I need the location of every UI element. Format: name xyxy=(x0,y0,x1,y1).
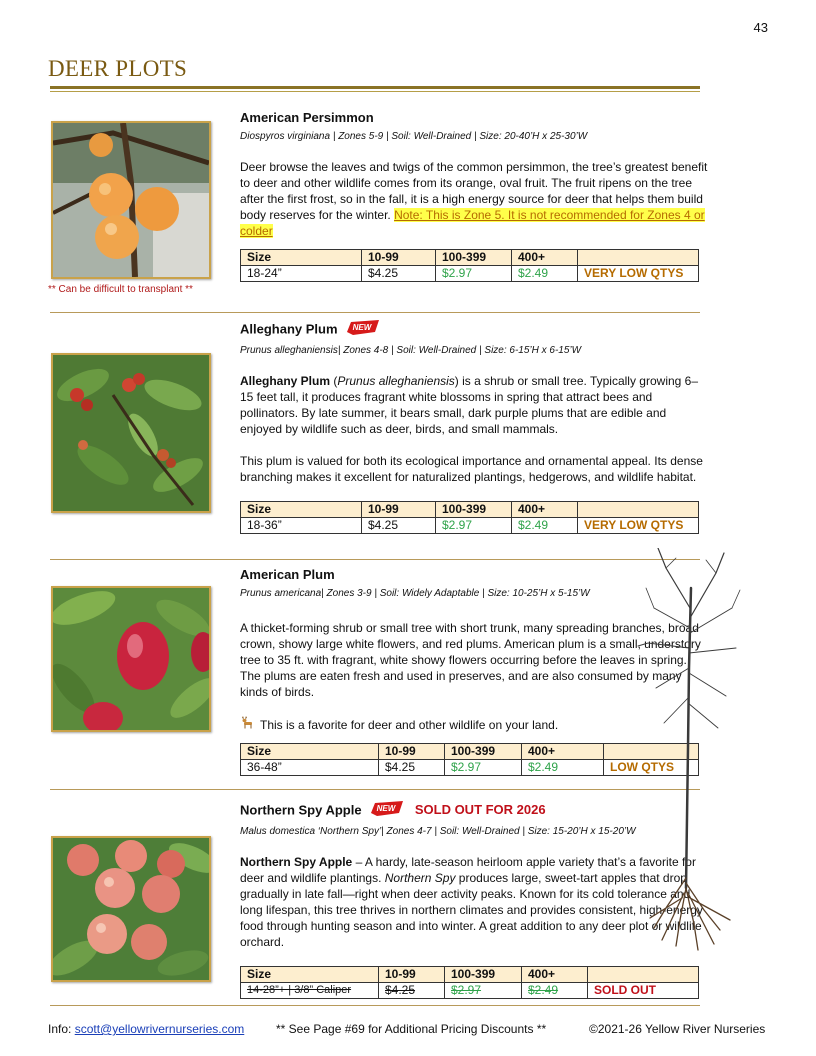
desc-bold: Northern Spy Apple xyxy=(240,855,353,869)
product-name: American Plum xyxy=(240,567,335,582)
price-cell: $2.49 xyxy=(522,760,604,776)
header-qty1: 10-99 xyxy=(362,250,436,266)
price-cell: $4.25 xyxy=(362,266,436,282)
description-text: Deer browse the leaves and twigs of the common persimmon, the tree’s greatest benefit to deer and other wildlife comes from its orange, oval fruit. The fruit ripens on the tree after the first frost, so in the fall, it is a high energy source for deer that helps them build body reserves for the winter. xyxy=(240,160,708,222)
product-alleghany-plum xyxy=(240,320,708,534)
product-name-row xyxy=(240,320,708,340)
bare-root-tree-illustration xyxy=(636,548,746,968)
price-cell: $4.25 xyxy=(362,518,436,534)
size-cell: 18-36” xyxy=(241,518,362,534)
price-cell: $2.97 xyxy=(436,518,512,534)
new-badge-text: NEW xyxy=(352,323,372,332)
transplant-note: ** Can be difficult to transplant ** xyxy=(48,284,193,295)
desc-text: – A hardy, late-season heirloom apple variety that’s a favorite for deer and wildlife plantings. xyxy=(240,855,696,885)
product-name: Northern Spy Apple xyxy=(240,802,362,818)
title-rule xyxy=(50,86,700,89)
footer-copyright: ©2021-26 Yellow River Nurseries xyxy=(589,1022,766,1036)
deer-icon xyxy=(240,716,254,733)
product-scientific: Prunus americana| Zones 3-9 | Soil: Widely Adaptable | Size: 10-25’H x 5-15’W xyxy=(240,588,590,599)
product-scientific: Malus domestica ‘Northern Spy’| Zones 4-7 | Soil: Well-Drained | Size: 15-20’H x 15-20’W xyxy=(240,826,636,837)
section-divider xyxy=(50,559,700,560)
header-status xyxy=(588,967,699,983)
desc-bold: Alleghany Plum xyxy=(240,374,331,388)
header-size: Size xyxy=(241,967,379,983)
sold-out-header: SOLD OUT FOR 2026 xyxy=(414,802,546,818)
new-badge xyxy=(369,801,405,821)
header-qty2: 100-399 xyxy=(436,250,512,266)
section-divider xyxy=(50,312,700,313)
american-plum-photo xyxy=(51,586,211,732)
price-cell: $2.97 xyxy=(445,760,522,776)
price-table xyxy=(240,743,699,776)
price-cell: $4.25 xyxy=(379,760,445,776)
price-cell: $2.97 xyxy=(445,983,522,999)
desc-text: ) is a shrub or small tree. Typically growing 6–15 feet tall, it produces fragrant white blossoms in spring that attract bees and pollinators. By late summer, it bears small, dark purple plums that are edible and enjoyed by wildlife such as deer, birds, and small mammals. xyxy=(240,374,699,436)
table-row xyxy=(241,518,699,534)
product-scientific: Prunus alleghaniensis| Zones 4-8 | Soil: Well-Drained | Size: 6-15’H x 6-15’W xyxy=(240,345,582,356)
price-cell: $2.97 xyxy=(436,266,512,282)
desc-paragraph: This plum is valued for both its ecological importance and ornamental appeal. Its dense branching makes it excellent for naturalized plantings, hedgerows, and wildlife habitat. xyxy=(240,454,703,484)
section-divider xyxy=(50,789,700,790)
zone-warning: Note: This is Zone 5. It is not recommended for Zones 4 or colder xyxy=(240,208,705,238)
northern-spy-apple-photo xyxy=(51,836,211,982)
price-table xyxy=(240,501,699,534)
status-badge: VERY LOW QTYS xyxy=(578,518,699,534)
desc-paragraph: A thicket-forming shrub or small tree with short trunk, many spreading branches, broad crown, showy large white flowers, and red plums. American plum is a small, understory tree to 35 ft. with fragrant, white showy flowers occurring before the leaves in spring. The plums are eaten fresh and used in preserves, and are also consumed by many kinds of birds. xyxy=(240,621,701,699)
price-cell: $4.25 xyxy=(379,983,445,999)
price-cell: $2.49 xyxy=(522,983,588,999)
footer-info-label: Info: xyxy=(48,1022,72,1036)
status-badge: VERY LOW QTYS xyxy=(578,266,699,282)
persimmon-photo xyxy=(51,121,211,279)
header-qty2: 100-399 xyxy=(445,967,522,983)
size-cell: 18-24” xyxy=(241,266,362,282)
footer-info xyxy=(48,1022,244,1036)
email-link[interactable]: scott@yellowrivernurseries.com xyxy=(74,1022,245,1036)
price-cell: $2.49 xyxy=(512,266,578,282)
table-row xyxy=(241,760,699,776)
footer-discount-note: ** See Page #69 for Additional Pricing Discounts ** xyxy=(276,1022,547,1036)
header-qty3: 400+ xyxy=(512,502,578,518)
desc-text: produces large, sweet-tart apples that drop gradually in late fall—right when deer activity peaks. Known for its cold tolerance and long lifespan, this tree thrives in northern climates and provides consistent, high-energy food through hunting season and into winter. A great addition to any deer plot or wildlife orchard. xyxy=(240,871,703,949)
header-qty1: 10-99 xyxy=(379,744,445,760)
header-qty3: 400+ xyxy=(512,250,578,266)
header-status xyxy=(578,250,699,266)
header-qty3: 400+ xyxy=(522,967,588,983)
product-name: Alleghany Plum xyxy=(240,321,338,337)
size-cell: 14-28”+ | 3/8” Caliper xyxy=(241,983,379,999)
alleghany-plum-photo xyxy=(51,353,211,513)
header-qty2: 100-399 xyxy=(445,744,522,760)
status-badge: SOLD OUT xyxy=(588,983,699,999)
page-title: DEER PLOTS xyxy=(48,56,188,81)
new-badge xyxy=(345,320,381,340)
header-status xyxy=(578,502,699,518)
desc-italic: Northern Spy xyxy=(384,871,456,885)
status-badge: LOW QTYS xyxy=(604,760,699,776)
desc-text: ( xyxy=(330,374,338,388)
header-size: Size xyxy=(241,250,362,266)
product-description xyxy=(240,373,708,485)
new-badge-text: NEW xyxy=(376,804,396,813)
title-rule-thin xyxy=(50,91,700,92)
header-qty1: 10-99 xyxy=(379,967,445,983)
header-qty3: 400+ xyxy=(522,744,604,760)
price-cell: $2.49 xyxy=(512,518,578,534)
section-divider xyxy=(50,1005,700,1006)
header-qty1: 10-99 xyxy=(362,502,436,518)
price-table xyxy=(240,966,699,999)
product-persimmon xyxy=(240,110,708,282)
product-scientific: Diospyros virginiana | Zones 5-9 | Soil: Well-Drained | Size: 20-40’H x 25-30’W xyxy=(240,131,588,142)
table-row xyxy=(241,266,699,282)
header-qty2: 100-399 xyxy=(436,502,512,518)
product-description xyxy=(240,159,708,239)
deer-note: This is a favorite for deer and other wildlife on your land. xyxy=(260,718,559,732)
price-table xyxy=(240,249,699,282)
product-name: American Persimmon xyxy=(240,110,374,125)
page-number: 43 xyxy=(753,20,768,35)
size-cell: 36-48” xyxy=(241,760,379,776)
desc-italic: Prunus alleghaniensis xyxy=(337,374,455,388)
table-row xyxy=(241,983,699,999)
header-size: Size xyxy=(241,744,379,760)
header-size: Size xyxy=(241,502,362,518)
